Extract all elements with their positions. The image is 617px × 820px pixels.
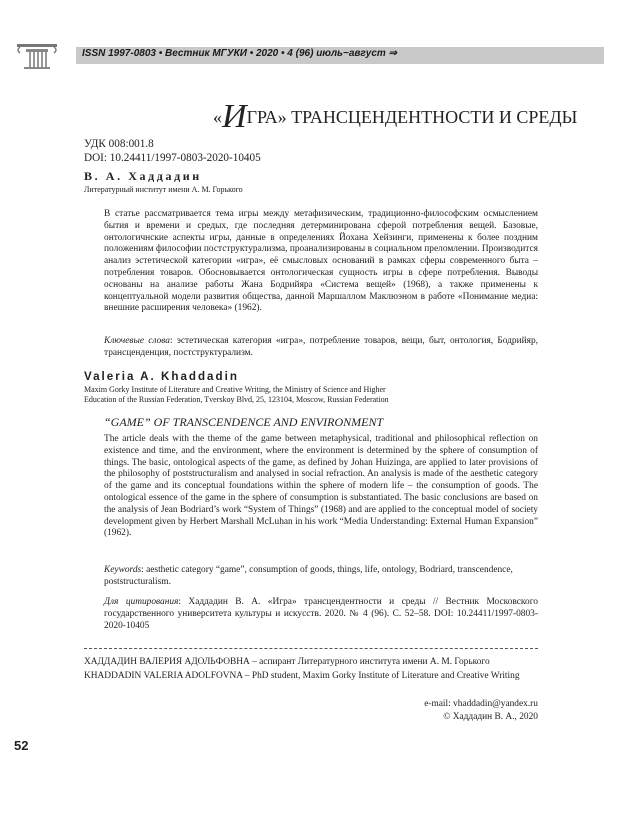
article-title	[213, 98, 577, 136]
citation-label: Для цитирования	[104, 597, 179, 607]
journal-header	[14, 40, 602, 72]
copyright: © Хаддадин В. А., 2020	[443, 712, 538, 722]
keywords-en-text: : aesthetic category “game”, consumption of goods, things, life, ontology, Bodriard, transcendence, poststructuralism.	[104, 565, 513, 587]
udc-code: УДК 008:001.8	[84, 138, 154, 150]
abstract-ru: В статье рассматривается тема игры между метафизическим, традиционно-философским осмыслением бытия и времени и средых, где последняя детерминирована сферой потребления вещей. Базовые, онтологичнские аспекты игры, данные в определениях Йохана Хейзинги, применены к более поздним положениям философии постструктурализма, проанализированы в социальном преломлении. Производится анализ эстетической категории «игра», её смысловых оснований в рамках сферы современного быта – потребления товаров. Обосновывается онтологическая сущность игры в сфере потребления. Выводы основаны на анализе работы Жана Бодрийяра «Система вещей» (1968), а также применены к концептуальной модели развития общества, данной Маршаллом Маклюэном в работе «Понимание медиа: внешние расширения человека» (1962).	[104, 209, 538, 314]
abstract-en: The article deals with the theme of the game between metaphysical, traditional and philosophical reflection on existence and time, and the environment, where the environment is determined by the sphere of consumption of things. The basic, ontological aspects of the game, as defined by Johan Huizinga, are applied to later provisions of the philosophy of poststructuralism and analysed in social refraction. An analysis is made of the aesthetic category of the game and its conceptual foundations within the sphere of modern life – the consumption of goods. The ontological essence of the game in the sphere of consumption is substantiated. The basic conclusions are based on the analysis of Jean Bodriard’s work “System of Things” (1968) and are applied to the conceptual model of society development given by Herbert Marshall McLuhan in his work “Media Understanding: External Human Expansion” (1962).	[104, 434, 539, 539]
bio-ru: ХАДДАДИН ВАЛЕРИЯ АДОЛЬФОВНА – аспирант Литературного института имени А. М. Горького	[84, 657, 490, 667]
keywords-en	[104, 565, 538, 589]
keywords-en-label: Keywords	[104, 565, 142, 575]
citation	[104, 597, 538, 632]
affiliation-ru: Литературный институт имени А. М. Горького	[84, 185, 243, 194]
citation-text: : Хаддадин В. А. «Игра» трансцендентности и среды // Вестник Московского государственного университета культуры и искусств. 2020. № 4 (96). С. 52–58. DOI: 10.24411/1997-0803-2020-10405	[104, 597, 538, 631]
keywords-ru	[104, 336, 538, 360]
title-en: “GAME” OF TRANSCENDENCE AND ENVIRONMENT	[104, 415, 384, 429]
author-email: e-mail: vhaddadin@yandex.ru	[424, 699, 538, 709]
author-ru: В. А. Хаддадин	[84, 169, 202, 183]
bio-en: KHADDADIN VALERIA ADOLFOVNA – PhD student, Maxim Gorky Institute of Literature and Creative Writing	[84, 671, 520, 681]
affiliation-en: Maxim Gorky Institute of Literature and Creative Writing, the Ministry of Science and Higher Education of the Russian Federation, Tverskoy Blvd, 25, 123104, Moscow, Russian Federation	[84, 385, 389, 404]
doi: DOI: 10.24411/1997-0803-2020-10405	[84, 152, 261, 164]
journal-line: ISSN 1997-0803 • Вестник МГУКИ • 2020 • 4 (96) июль−август ⇒	[82, 48, 397, 59]
title-drop-letter: И	[222, 98, 247, 135]
title-rest: ГРА» ТРАНСЦЕНДЕНТНОСТИ И СРЕДЫ	[246, 107, 578, 127]
column-logo-icon	[14, 40, 74, 70]
author-en: Valeria A. Khaddadin	[84, 370, 239, 383]
title-open-quote: «	[213, 107, 222, 127]
footer-divider	[84, 648, 538, 649]
keywords-ru-label: Ключевые слова	[104, 336, 170, 346]
page-number: 52	[14, 738, 29, 753]
keywords-ru-text: : эстетическая категория «игра», потребление товаров, вещи, быт, онтология, Бодрийяр, трансценденция, постструктурализм.	[104, 336, 538, 358]
